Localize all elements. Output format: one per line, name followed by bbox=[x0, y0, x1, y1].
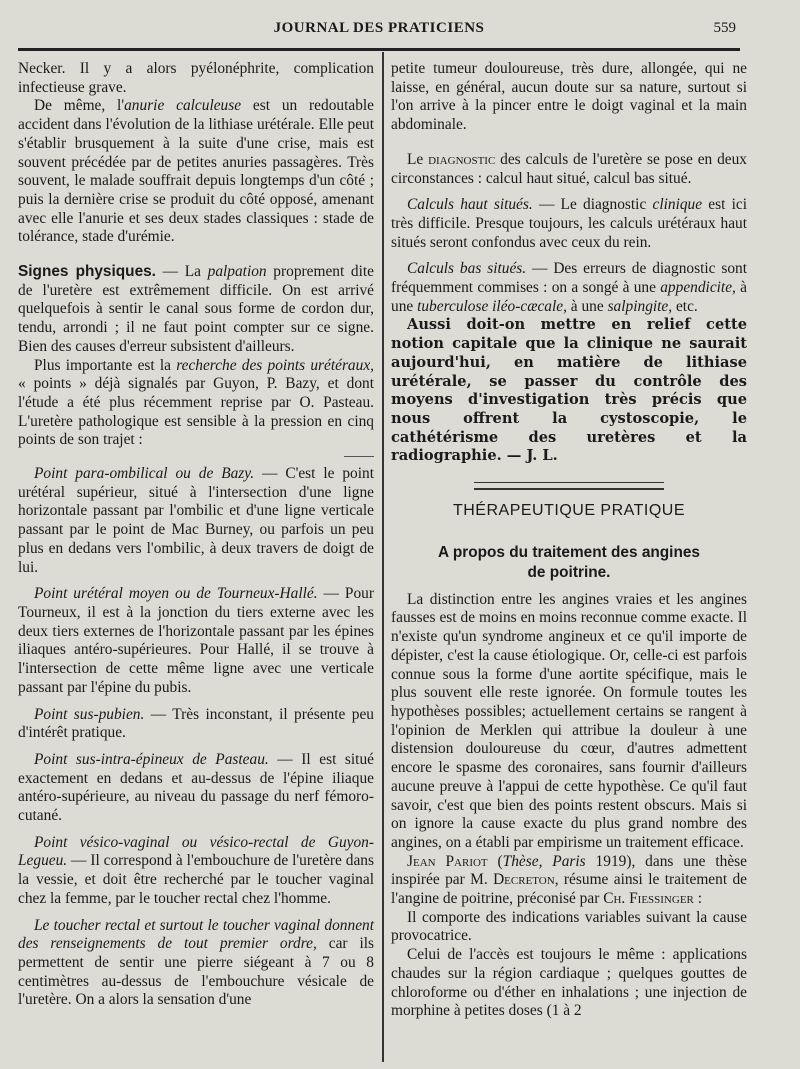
section-rule bbox=[474, 482, 664, 490]
emphasis: palpation bbox=[207, 263, 267, 281]
paragraph bbox=[18, 917, 374, 1011]
text-run: — La bbox=[155, 263, 208, 281]
article-title-line: de poitrine. bbox=[527, 563, 611, 581]
paragraph bbox=[391, 260, 747, 316]
paragraph bbox=[18, 706, 374, 743]
paragraph bbox=[391, 853, 747, 909]
paragraph bbox=[18, 97, 374, 247]
paragraph: Il comporte des indications variables suivant la cause provocatrice. bbox=[391, 908, 747, 945]
author-name: Decreton bbox=[493, 871, 555, 889]
text-run: des calculs de l'uretère se pose en deux circonstances : calcul haut situé, calcul bas situé. bbox=[391, 150, 747, 187]
text-run: est ici très difficile. Presque toujours, les calculs urétéraux haut situés seront confondus avec ceux du rein. bbox=[391, 196, 747, 251]
paragraph bbox=[18, 357, 374, 451]
point-heading: Point vésico-vaginal ou vésico-rectal de Guyon-Legueu. bbox=[18, 833, 374, 870]
paragraph: Celui de l'accès est toujours le même : applications chaudes sur la région cardiaque ; quelques gouttes de chloroforme ou d'éther en inhalations ; une injection de morphine à petites doses (1 à 2 bbox=[391, 946, 747, 1020]
bold-paragraph: Aussi doit-on mettre en relief cette notion capitale que la clinique ne saurait aujourd'hui, en matière de lithiase urétérale, se passer du contrôle des moyens d'investigation très précis que nous offrent la cystoscopie, le cathétérisme des uretères et la radiographie. — J. L. bbox=[391, 316, 747, 465]
text-run: De même, l' bbox=[34, 97, 125, 115]
text-run: — Il correspond à l'embouchure de l'uretère dans la vessie, et doit être recherché par le toucher vaginal chez la femme, par le toucher rectal chez l'homme. bbox=[18, 852, 374, 907]
point-heading: Point urétéral moyen ou de Tourneux-Hallé. bbox=[34, 585, 318, 603]
emphasis: salpingite, bbox=[607, 297, 673, 315]
text-run: proprement dite de l'uretère est extrêmement difficile. On est arrivé quelquefois à sentir le canal sous forme de cordon dur, tendu, arrondi ; il ne faut point compter sur ce signe. Bien des causes d'erreur subsistent d'ailleurs. bbox=[18, 263, 374, 355]
text-run: — Très inconstant, il présente peu d'intérêt pratique. bbox=[18, 705, 374, 742]
text-run: , résume ainsi le traitement de l'angine de poitrine, préconisé par bbox=[391, 871, 747, 908]
text-run: — C'est le point urétéral supérieur, situé à l'intersection d'une ligne horizontale passant par l'ombilic et d'une ligne verticale passant par le point de Mac Burney, ou parfois un peu plus en dedans vers l'ombilic, à deux travers de doigt de lui. bbox=[18, 465, 374, 576]
left-column bbox=[18, 60, 374, 1010]
text-run: 1919), dans une thèse inspirée par M. bbox=[391, 852, 747, 889]
paragraph: petite tumeur douloureuse, très dure, allongée, qui ne laisse, en général, aucun doute sur sa nature, surtout si l'on arrive à la pincer entre le doigt vaginal et la main abdominale. bbox=[391, 60, 747, 134]
text-run: à une bbox=[391, 279, 747, 315]
text-run: est un redoutable accident dans l'évolution de la lithiase urétérale. Elle peut s'établir brusquement à la suite d'une crise, mais est souvent précédée par de petites anuries passagères. Très souvent, le malade souffrait depuis longtemps d'un côté ; puis la dernière crise se produit du côté opposé, amenant avec elle l'anurie et ses deux stades classiques : stade de tolérance, stade d'urémie. bbox=[18, 97, 374, 246]
emphasis: recherche des points urétéraux, bbox=[176, 356, 375, 374]
emphasis: tuberculose iléo-cæcale, bbox=[417, 297, 567, 315]
page-header bbox=[18, 18, 740, 51]
article-title bbox=[391, 543, 747, 583]
text-run: à une bbox=[566, 297, 608, 315]
text-run: : bbox=[693, 890, 703, 908]
text-run: car ils permettent de sentir une pierre siégeant à 7 ou 8 centimètres au-dessus de l'embouchure vésicale de l'uretère. On a alors la sensation d'une bbox=[18, 935, 374, 1009]
paragraph bbox=[18, 751, 374, 826]
emphasis: anurie calculeuse bbox=[124, 97, 242, 115]
text-run: Le bbox=[407, 150, 429, 168]
author-name: Jean Pariot bbox=[407, 852, 488, 870]
page-number: 559 bbox=[713, 20, 736, 36]
paragraph bbox=[18, 465, 374, 577]
section-title: THÉRAPEUTIQUE PRATIQUE bbox=[452, 502, 686, 520]
small-caps: diagnostic bbox=[428, 150, 496, 168]
text-run: « points » déjà signalés par Guyon, P. Bazy, et dont l'étude a été plus récemment reprise par O. Pasteau. L'uretère pathologique est sensible à la pression en cinq points de son trajet : bbox=[18, 375, 374, 449]
subheading: Signes physiques. bbox=[18, 263, 156, 281]
short-rule bbox=[344, 456, 374, 457]
running-title: JOURNAL DES PRATICIENS bbox=[273, 20, 485, 36]
paragraph bbox=[18, 585, 374, 697]
paragraph bbox=[18, 834, 374, 909]
right-column bbox=[391, 60, 747, 1021]
point-heading: Point sus-intra-épineux de Pasteau. bbox=[34, 750, 269, 768]
paragraph bbox=[391, 196, 747, 252]
text-run: ( bbox=[487, 852, 503, 870]
emphasis: Le toucher rectal et surtout le toucher vaginal donnent des renseignements de tout premier ordre, bbox=[18, 916, 374, 953]
point-heading: Point sus-pubien. bbox=[34, 705, 145, 723]
paragraph bbox=[391, 151, 747, 188]
text-run: — Le diagnostic bbox=[532, 196, 653, 214]
subheading: Calculs bas situés. bbox=[407, 260, 527, 278]
column-divider bbox=[382, 52, 384, 1062]
text-run: — Des erreurs de diagnostic sont fréquemment commises : on a songé à une bbox=[391, 260, 748, 297]
point-heading: Point para-ombilical ou de Bazy. bbox=[34, 465, 255, 483]
text-run: — Pour Tourneux, il est à la jonction du tiers externe avec les deux tiers externes de l'horizontale passant par les épines iliaques antéro-supérieures. Pour Hallé, il se trouve à l'intersection de cette même ligne avec une verticale passant par l'épine du pubis. bbox=[18, 585, 374, 696]
paragraph: Necker. Il y a alors pyélonéphrite, complication infectieuse grave. bbox=[18, 60, 374, 96]
text-run: etc. bbox=[672, 297, 698, 315]
subheading: Calculs haut situés. bbox=[407, 196, 533, 214]
text-run: Plus importante est la bbox=[34, 356, 177, 374]
emphasis: appendicite, bbox=[660, 279, 736, 297]
paragraph: La distinction entre les angines vraies et les angines fausses est de moins en moins reconnue comme exacte. Il n'existe qu'un syndrome angineux et ce qu'il importe de dépister, c'est la cause étiologique. Or, celle-ci est parfois connue sous la forme d'une aortite spécifique, mais le plus souvent elle reste ignorée. On formule toutes les hypothèses possibles; actuellement certains se rangent à l'opinion de Merklen qui attribue la douleur à une distension douloureuse du cœur, d'autres admettent encore le spasme des coronaires, sans fournir d'ailleurs aucune preuve à l'appui de cette hypothèse. Ce qu'il faut savoir, c'est que bien des points restent obscurs. Mais si on ignore la cause exacte du plus grand nombre des angines, on a établi par empirisme un traitement efficace. bbox=[391, 590, 747, 851]
emphasis: clinique bbox=[652, 196, 703, 214]
emphasis: Thèse, Paris bbox=[502, 852, 586, 870]
author-name: Ch. Fiessinger bbox=[603, 890, 694, 908]
paragraph bbox=[18, 263, 374, 357]
text-run: — Il est situé exactement en dedans et au-dessus de l'épine iliaque antéro-supérieure, au niveau du passage du nerf fémoro-cutané. bbox=[18, 750, 374, 825]
article-title-line: A propos du traitement des angines bbox=[438, 543, 700, 561]
